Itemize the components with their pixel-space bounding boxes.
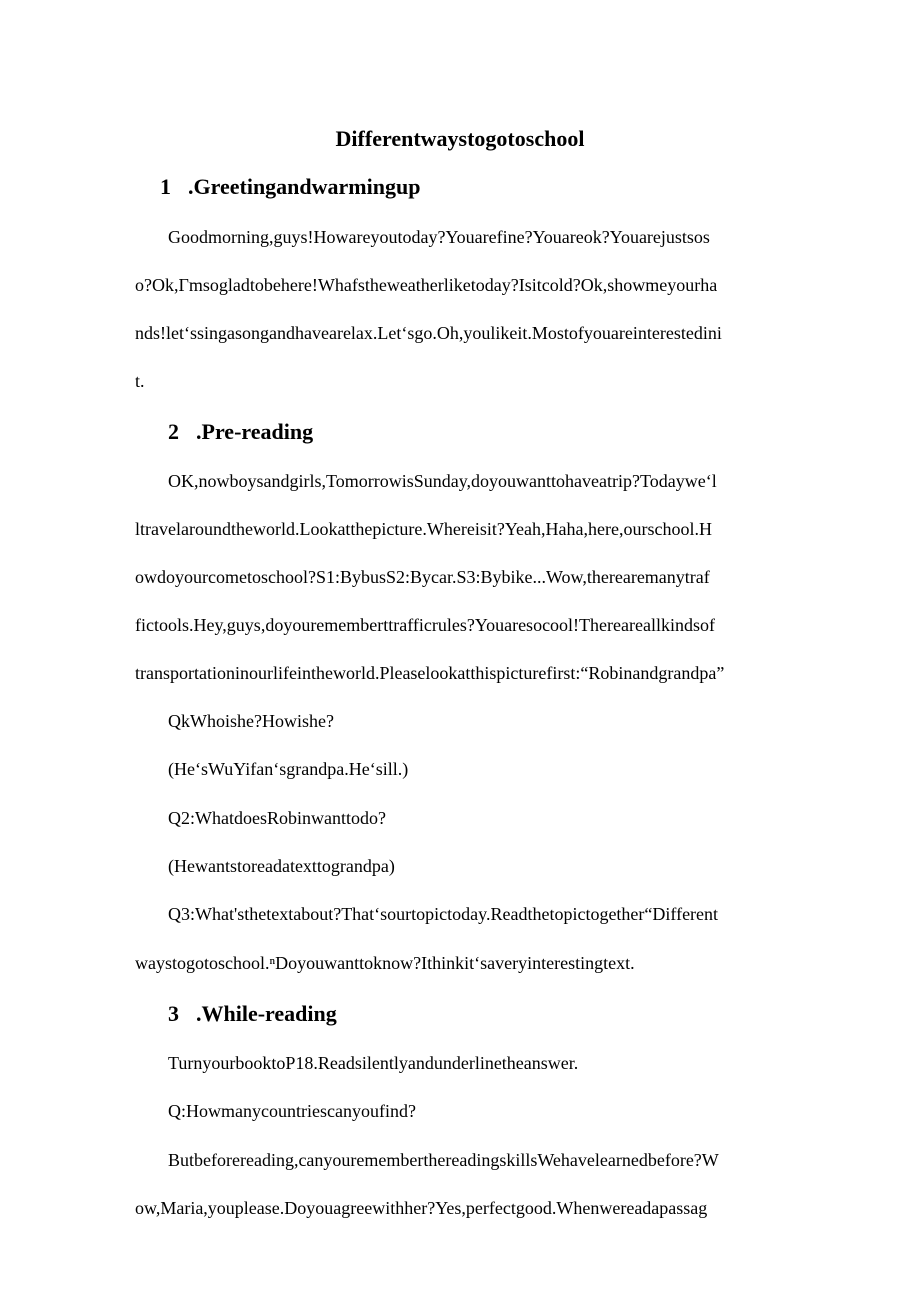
question-line: Q3:What'sthetextabout?Thatʻsourtopictoday.Readthetopictogether“Different [168, 904, 719, 924]
section-title: .Greetingandwarmingup [188, 174, 421, 199]
paragraph-line: waystogotoschool.ⁿDoyouwanttoknow?Ithinkitʻsaveryinterestingtext. [135, 953, 635, 973]
section-heading-greeting [160, 172, 420, 202]
paragraph-line: nds!letʻssingasongandhavearelax.Letʻsgo.Oh,youlikeit.Mostofyouareinterestedini [135, 323, 722, 343]
paragraph-line: fictools.Hey,guys,doyourememberttrafficrules?Youaresocool!Thereareallkindsof [135, 615, 715, 635]
section-heading-while-reading [168, 999, 337, 1029]
paragraph-line: ltravelaroundtheworld.Lookatthepicture.Whereisit?Yeah,Haha,here,ourschool.H [135, 519, 712, 539]
answer-line: (HeʻsWuYifanʻsgrandpa.Heʻsill.) [168, 759, 409, 779]
question-line: QkWhoishe?Howishe? [168, 711, 334, 731]
section-title: .Pre-reading [196, 419, 314, 444]
answer-line: (Hewantstoreadatexttograndpa) [168, 856, 395, 876]
question-line: Q:Howmanycountriescanyoufind? [168, 1101, 416, 1121]
paragraph-line: t. [135, 371, 145, 391]
paragraph-line: Goodmorning,guys!Howareyoutoday?Youarefine?Youareok?Youarejustsos [168, 227, 710, 247]
paragraph-line: o?Ok,Γmsogladtobehere!Whafstheweatherliketoday?Isitcold?Ok,showmeyourha [135, 275, 718, 295]
paragraph-line: OK,nowboysandgirls,TomorrowisSunday,doyouwanttohaveatrip?Todayweʻl [168, 471, 717, 491]
section-number: 3 [168, 1001, 179, 1026]
paragraph-line: TurnyourbooktoP18.Readsilentlyandunderlinetheanswer. [168, 1053, 579, 1073]
paragraph-line: ow,Maria,youplease.Doyouagreewithher?Yes,perfectgood.Whenwereadapassag [135, 1198, 708, 1218]
paragraph-line: owdoyourcometoschool?S1:BybusS2:Bycar.S3:Bybike...Wow,therearemanytraf [135, 567, 710, 587]
section-heading-pre-reading [168, 417, 313, 447]
document-title: Differentwaystogotoschool [335, 126, 585, 151]
paragraph-line: Butbeforereading,canyourememberthereadingskillsWehavelearnedbefore?W [168, 1150, 719, 1170]
question-line: Q2:WhatdoesRobinwanttodo? [168, 808, 386, 828]
section-number: 2 [168, 419, 179, 444]
paragraph-line: transportationinourlifeintheworld.Pleaselookatthispicturefirst:“Robinandgrandpa” [135, 663, 725, 683]
section-title: .While-reading [196, 1001, 337, 1026]
section-number: 1 [160, 174, 171, 199]
